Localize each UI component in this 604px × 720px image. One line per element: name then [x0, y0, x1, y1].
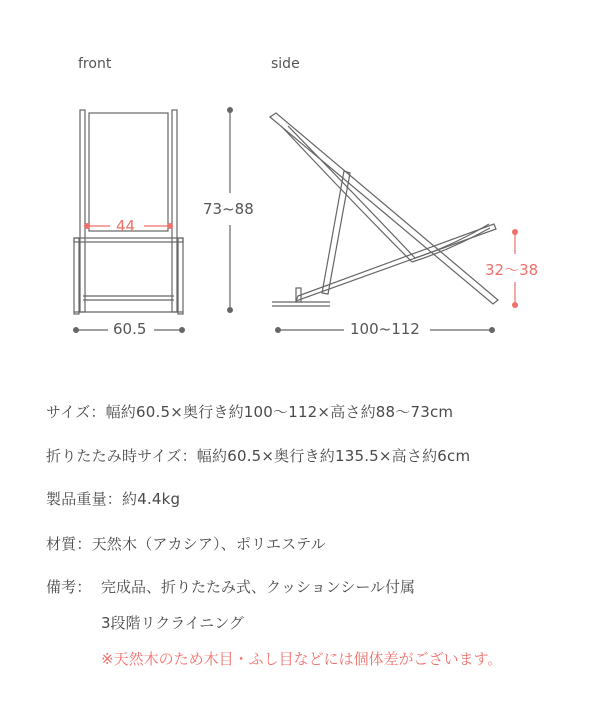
- front-seat-width-text: 44: [116, 217, 136, 235]
- depth-text: 100~112: [350, 320, 420, 338]
- spec-folded-size: 折りたたみ時サイズ：幅約60.5×奥行き約135.5×高さ約6cm: [46, 447, 471, 465]
- height-text: 73~88: [203, 200, 254, 218]
- front-label: front: [78, 56, 112, 72]
- spec-size: サイズ：幅約60.5×奥行き約100〜112×高さ約88〜73cm: [46, 403, 454, 421]
- spec-material: 材質：天然木（アカシア）、ポリエステル: [46, 535, 326, 553]
- spec-notes-line1: 完成品、折りたたみ式、クッションシール付属: [101, 578, 416, 596]
- side-view: [270, 113, 498, 306]
- seat-height-text: 32～38: [485, 261, 539, 279]
- spec-notes-label: 備考：: [46, 578, 92, 596]
- front-total-width-text: 60.5: [113, 320, 147, 338]
- front-view: [74, 110, 183, 314]
- side-label: side: [271, 56, 300, 72]
- spec-notes-line3: ※天然木のため木目・ふし目などには個体差がございます。: [101, 650, 503, 668]
- spec-notes-line2: 3段階リクライニング: [101, 614, 244, 632]
- spec-weight: 製品重量：約4.4kg: [46, 490, 181, 508]
